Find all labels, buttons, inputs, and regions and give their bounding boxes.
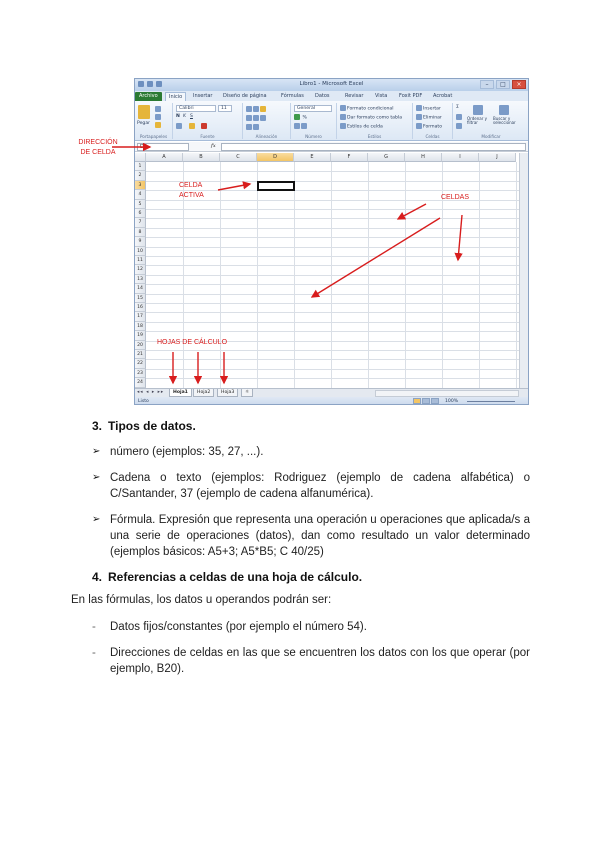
- group-label-alignment: Alineación: [255, 134, 278, 139]
- section-3-number: 3.: [92, 419, 103, 433]
- row-header-3[interactable]: 3: [135, 181, 146, 190]
- close-icon[interactable]: ×: [512, 80, 526, 89]
- row-header-17[interactable]: 17: [135, 312, 146, 321]
- list-item: [92, 444, 530, 460]
- fx-icon[interactable]: fx: [211, 143, 216, 149]
- tab-inicio[interactable]: Inicio: [165, 92, 186, 101]
- arrow-to-active-cell: [218, 184, 250, 190]
- dash-marker: -: [92, 647, 96, 659]
- row-header-14[interactable]: 14: [135, 284, 146, 293]
- sheet-tab-hoja1[interactable]: Hoja1: [169, 389, 192, 397]
- row-header-16[interactable]: 16: [135, 303, 146, 312]
- row-header-24[interactable]: 24: [135, 378, 146, 387]
- tab-revisar[interactable]: Revisar: [345, 93, 364, 99]
- section-4-heading: [92, 570, 362, 584]
- sheet-nav-icon[interactable]: ◂◂ ◂ ▸ ▸▸: [137, 390, 165, 395]
- bullet-arrow-icon: ➢: [92, 514, 101, 525]
- row-header-12[interactable]: 12: [135, 265, 146, 274]
- arrow-cells-1: [398, 204, 426, 219]
- bullet-text: número (ejemplos: 35, 27, ...).: [110, 446, 264, 458]
- tab-foxit[interactable]: Foxit PDF: [399, 93, 423, 99]
- row-header-18[interactable]: 18: [135, 322, 146, 331]
- row-header-22[interactable]: 22: [135, 359, 146, 368]
- arrow-cells-3: [312, 218, 440, 297]
- column-header-d[interactable]: D: [257, 153, 294, 162]
- row-header-8[interactable]: 8: [135, 228, 146, 237]
- column-header-j[interactable]: J: [479, 153, 516, 162]
- format-button[interactable]: Formato: [416, 123, 442, 130]
- tab-acrobat[interactable]: Acrobat: [433, 93, 453, 99]
- list-item: [92, 619, 530, 635]
- row-header-11[interactable]: 11: [135, 256, 146, 265]
- bold-button[interactable]: N: [176, 114, 180, 119]
- annotation-sheets: HOJAS DE CÁLCULO: [157, 339, 228, 346]
- column-header-e[interactable]: E: [294, 153, 331, 162]
- delete-button[interactable]: Eliminar: [416, 114, 442, 121]
- format-as-table-button[interactable]: Dar formato como tabla: [340, 114, 402, 121]
- sheet-tab-hoja2[interactable]: Hoja2: [193, 389, 214, 397]
- group-label-styles: Estilos: [367, 134, 382, 139]
- list-item: [92, 512, 530, 560]
- row-header-19[interactable]: 19: [135, 331, 146, 340]
- number-format-select[interactable]: General: [294, 105, 332, 112]
- column-header-a[interactable]: A: [146, 153, 183, 162]
- column-header-g[interactable]: G: [368, 153, 405, 162]
- group-label-editing: Modificar: [481, 134, 501, 139]
- status-ready: Listo: [138, 399, 149, 404]
- dash-marker: -: [92, 621, 96, 633]
- bullet-text: Cadena o texto (ejemplos: Rodriguez (ejemplo de cadena alfabética) o C/Santander, 37 (ejemplo de cadena alfanumérica).: [110, 472, 530, 500]
- underline-button[interactable]: S: [190, 114, 193, 119]
- row-header-9[interactable]: 9: [135, 237, 146, 246]
- row-header-20[interactable]: 20: [135, 341, 146, 350]
- maximize-icon[interactable]: □: [496, 80, 510, 89]
- annotation-cells: CELDAS: [441, 194, 470, 201]
- row-header-7[interactable]: 7: [135, 218, 146, 227]
- name-box[interactable]: D3: [137, 143, 189, 151]
- group-label-number: Número: [305, 134, 322, 139]
- group-label-clipboard: Portapapeles: [139, 134, 168, 139]
- column-header-h[interactable]: H: [405, 153, 442, 162]
- arrow-cells-2: [458, 215, 462, 260]
- row-header-4[interactable]: 4: [135, 190, 146, 199]
- insert-button[interactable]: Insertar: [416, 105, 441, 112]
- bullet-arrow-icon: ➢: [92, 472, 101, 483]
- intro-paragraph: En las fórmulas, los datos u operandos podrán ser:: [71, 594, 332, 606]
- tab-insertar[interactable]: Insertar: [193, 93, 213, 99]
- annotation-cell-address: DIRECCIÓN DE CELDA: [78, 139, 118, 156]
- sort-filter-label[interactable]: Ordenar y filtrar: [467, 116, 487, 126]
- section-3-heading: [92, 419, 196, 433]
- row-header-21[interactable]: 21: [135, 350, 146, 359]
- row-header-10[interactable]: 10: [135, 247, 146, 256]
- column-header-b[interactable]: B: [183, 153, 220, 162]
- italic-button[interactable]: K: [183, 114, 187, 119]
- column-header-c[interactable]: C: [220, 153, 257, 162]
- window-title: Libro1 - Microsoft Excel: [299, 81, 364, 87]
- tab-diseno[interactable]: Diseño de página: [223, 93, 267, 99]
- new-sheet-icon[interactable]: ☼: [241, 389, 253, 397]
- row-header-5[interactable]: 5: [135, 200, 146, 209]
- autosum-icon[interactable]: Σ: [456, 105, 459, 110]
- conditional-format-button[interactable]: Formato condicional: [340, 105, 394, 112]
- list-item: [92, 645, 530, 677]
- tab-archivo[interactable]: Archivo: [135, 92, 162, 101]
- section-4-title: Referencias a celdas de una hoja de cálculo.: [108, 570, 363, 584]
- paste-label: Pegar: [137, 121, 151, 126]
- tab-vista[interactable]: Vista: [375, 93, 388, 99]
- column-header-i[interactable]: I: [442, 153, 479, 162]
- row-header-2[interactable]: 2: [135, 171, 146, 180]
- minimize-icon[interactable]: –: [480, 80, 494, 89]
- find-select-label[interactable]: Buscar y seleccionar: [493, 116, 516, 126]
- section-3-title: Tipos de datos.: [108, 419, 196, 433]
- row-header-1[interactable]: 1: [135, 162, 146, 171]
- font-name-select[interactable]: Calibri: [176, 105, 216, 112]
- row-header-15[interactable]: 15: [135, 294, 146, 303]
- bullet-arrow-icon: ➢: [92, 446, 101, 457]
- sheet-tab-hoja3[interactable]: Hoja3: [217, 389, 238, 397]
- zoom-level[interactable]: 100%: [445, 399, 459, 404]
- currency-icon[interactable]: %: [294, 114, 307, 121]
- group-label-cells: Celdas: [425, 134, 440, 139]
- group-label-font: Fuente: [200, 134, 215, 139]
- annotation-active-cell: CELDA ACTIVA: [179, 182, 204, 199]
- column-header-f[interactable]: F: [331, 153, 368, 162]
- font-size-select[interactable]: 11: [218, 105, 232, 112]
- section-4-number: 4.: [92, 570, 103, 584]
- tab-datos[interactable]: Datos: [315, 93, 330, 99]
- dash-text: Direcciones de celdas en las que se encuentren los datos con los que operar (por ejemplo, B20).: [110, 647, 530, 675]
- row-header-13[interactable]: 13: [135, 275, 146, 284]
- tab-formulas[interactable]: Fórmulas: [281, 93, 304, 99]
- list-item: [92, 470, 530, 502]
- cell-styles-button[interactable]: Estilos de celda: [340, 123, 383, 130]
- dash-text: Datos fijos/constantes (por ejemplo el número 54).: [110, 621, 367, 633]
- bullet-text: Fórmula. Expresión que representa una operación u operaciones que aplicada/s a una serie de operaciones (datos), dan como resultado un valor determinado (ejemplos básicos: A5+3; A5*B5; C 40/25): [110, 514, 530, 558]
- row-header-6[interactable]: 6: [135, 209, 146, 218]
- row-header-23[interactable]: 23: [135, 369, 146, 378]
